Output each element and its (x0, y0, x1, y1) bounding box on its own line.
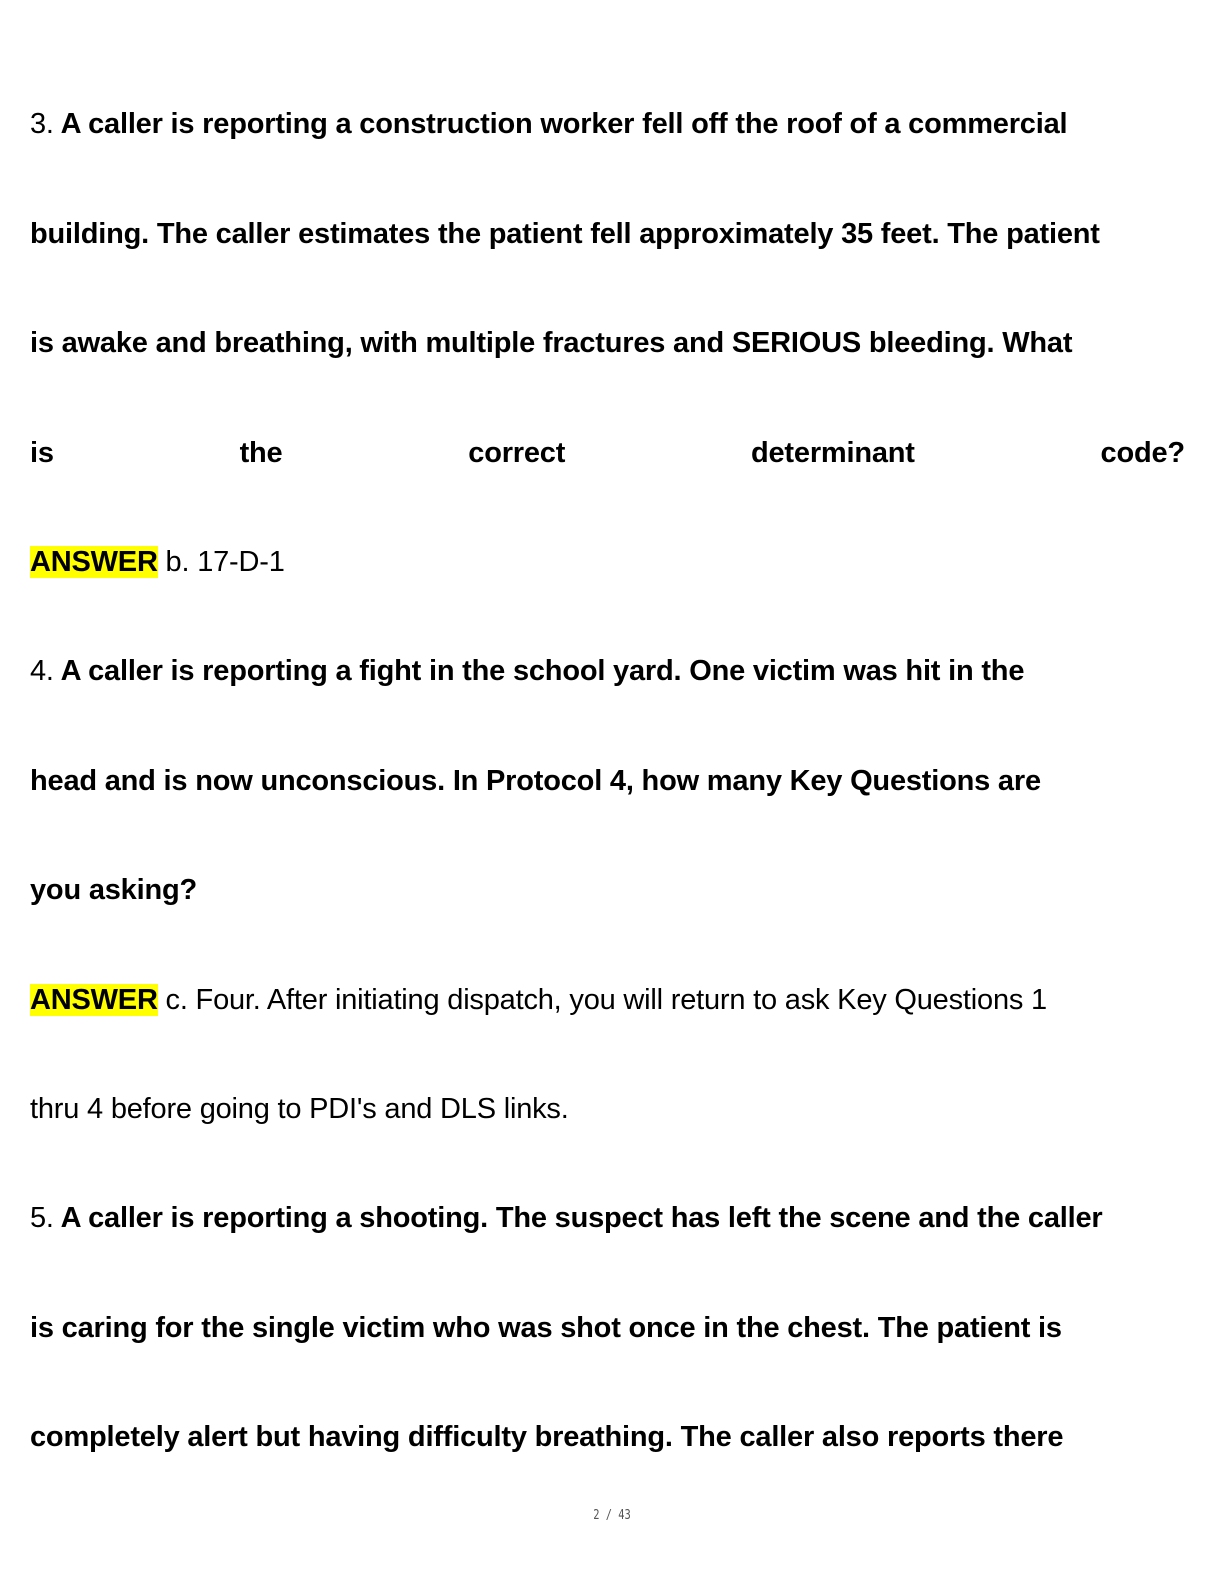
word: is (30, 437, 54, 469)
question-5-number: 5. (30, 1202, 54, 1234)
question-4-line-3: you asking? (30, 874, 197, 906)
answer-3 (30, 544, 1185, 580)
question-5-line-2: is caring for the single victim who was shot once in the chest. The patient is (30, 1312, 1062, 1344)
question-4-line-2: head and is now unconscious. In Protocol 4, how many Key Questions are (30, 765, 1041, 797)
question-5-line-1: 5. A caller is reporting a shooting. The suspect has left the scene and the caller (30, 1202, 1103, 1234)
answer-highlight-label: ANSWER (30, 984, 158, 1016)
question-3-line-4 (30, 435, 1185, 471)
answer-highlight-label: ANSWER (30, 546, 158, 578)
answer-text: c. Four. After initiating dispatch, you will return to ask Key Questions 1 (165, 984, 1047, 1016)
question-4-line-1: 4. A caller is reporting a fight in the school yard. One victim was hit in the (30, 655, 1025, 687)
word: correct (468, 437, 566, 469)
question-5-line-3: completely alert but having difficulty breathing. The caller also reports there (30, 1421, 1064, 1453)
answer-4-line-1 (30, 982, 1185, 1018)
page-indicator: 2 / 43 (593, 1508, 631, 1523)
answer-text: b. 17-D-1 (165, 546, 285, 578)
question-3-line-2: building. The caller estimates the patient fell approximately 35 feet. The patient (30, 218, 1100, 250)
answer-4-line-2: thru 4 before going to PDI's and DLS links. (30, 1093, 569, 1125)
question-3-number: 3. (30, 108, 54, 140)
question-4-number: 4. (30, 655, 54, 687)
question-3-line-1: 3. A caller is reporting a construction worker fell off the roof of a commercial (30, 108, 1068, 140)
word: code? (1100, 437, 1185, 469)
question-3-line-3: is awake and breathing, with multiple fractures and SERIOUS bleeding. What (30, 327, 1073, 359)
word: the (239, 437, 283, 469)
word: determinant (750, 437, 915, 469)
